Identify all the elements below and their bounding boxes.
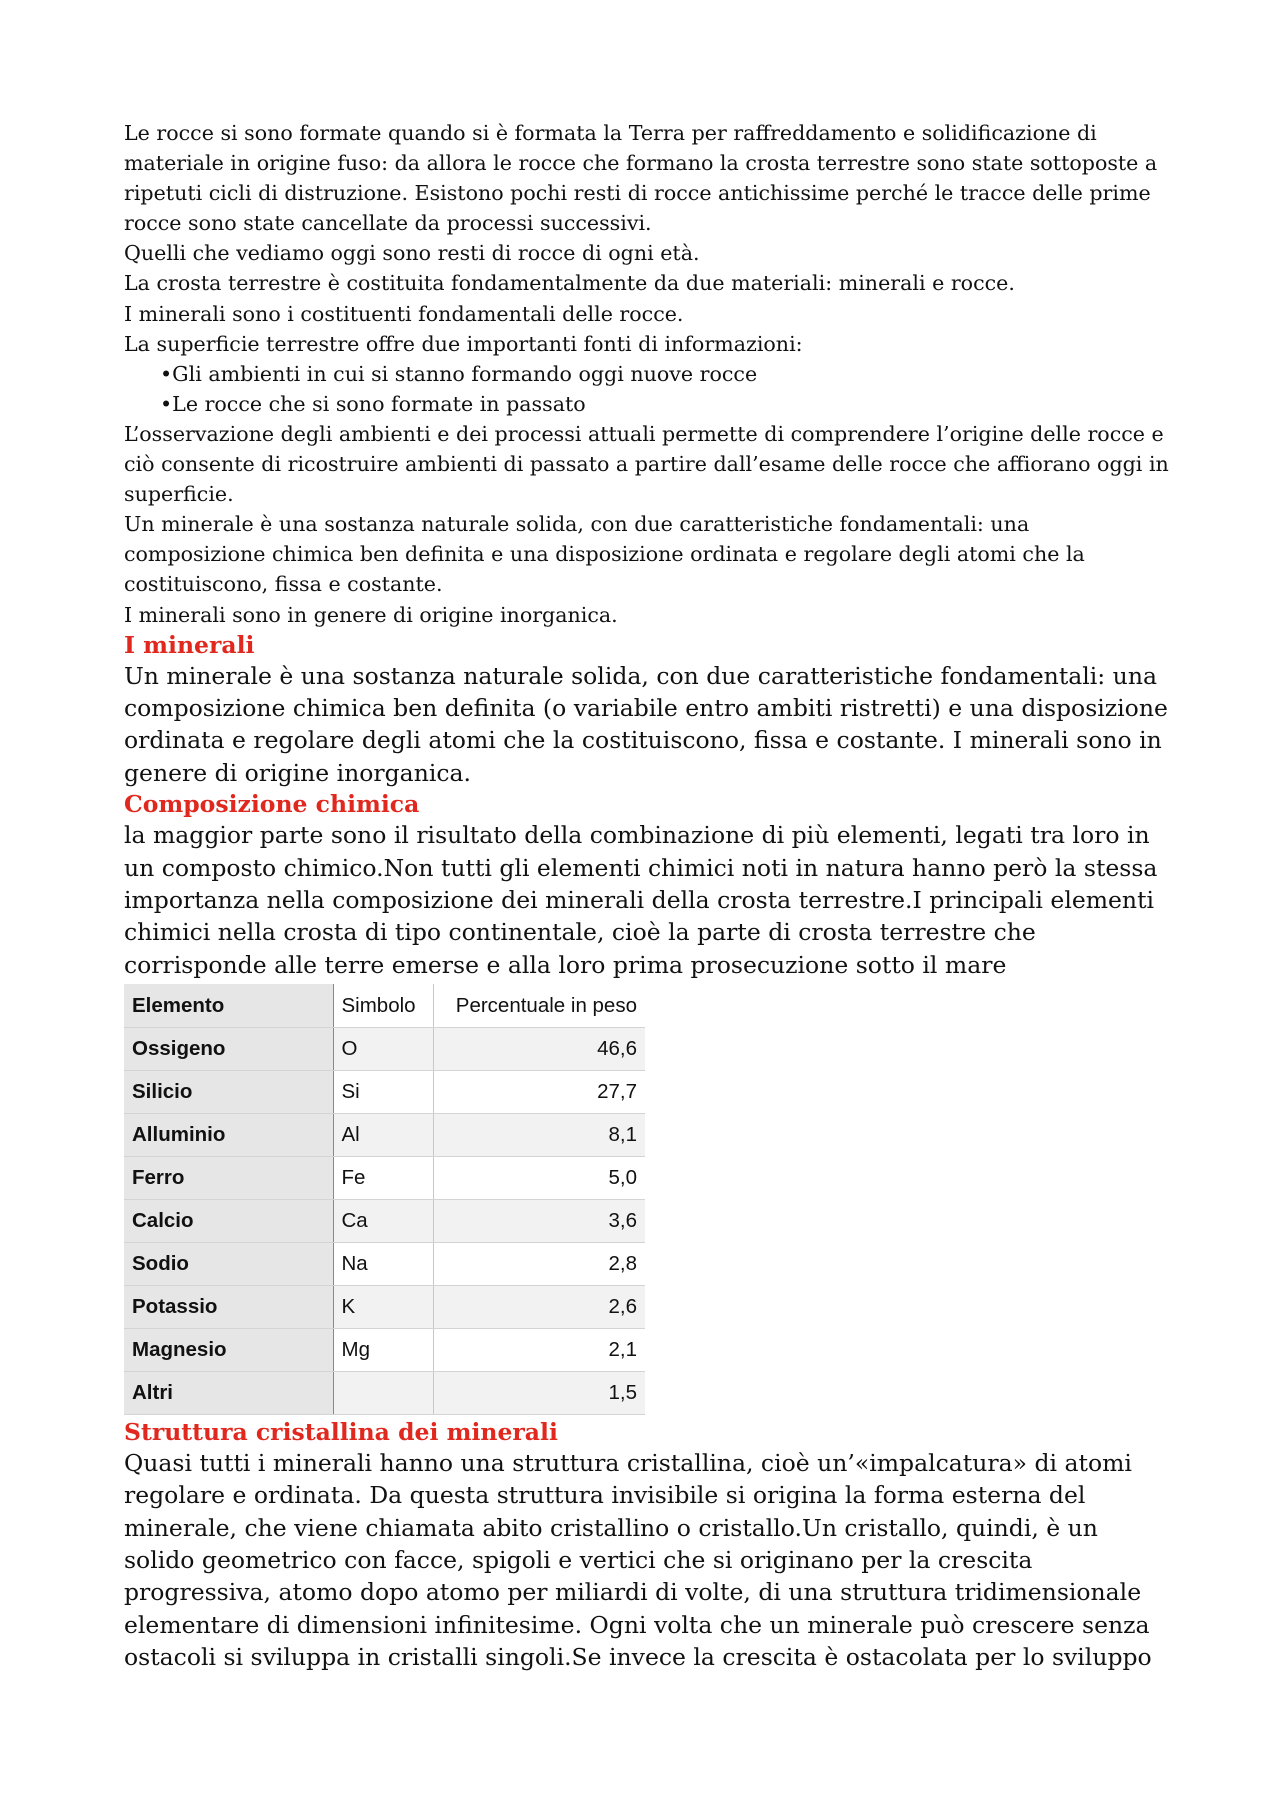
table-row: [124, 1027, 645, 1070]
element-symbol: O: [333, 1027, 433, 1070]
table-header-row: [124, 984, 645, 1027]
header-percentage: Percentuale in peso: [433, 984, 645, 1027]
element-name: Ossigeno: [124, 1027, 333, 1070]
table-row: [124, 1242, 645, 1285]
minerals-text: Un minerale è una sostanza naturale solida, con due caratteristiche fondamentali: una composizione chimica ben definita (o variabile entro ambiti ristretti) e una disposizione ordinata e regolare degli atomi che la costituiscono, fissa e costante. I minerali sono in genere di origine inorganica.: [124, 661, 1168, 787]
element-percentage: 3,6: [433, 1199, 645, 1242]
intro-paragraph: La crosta terrestre è costituita fondamentalmente da due materiali: minerali e rocce.: [124, 271, 1015, 296]
intro-paragraph: I minerali sono i costituenti fondamentali delle rocce.: [124, 301, 684, 326]
list-item: • Gli ambienti in cui si stanno formando oggi nuove rocce: [124, 359, 1174, 389]
element-symbol: Fe: [333, 1156, 433, 1199]
table-row: [124, 1199, 645, 1242]
intro-paragraph: Quelli che vediamo oggi sono resti di rocce di ogni età.: [124, 241, 700, 266]
element-symbol: Mg: [333, 1328, 433, 1371]
element-symbol: Si: [333, 1070, 433, 1113]
structure-text: Quasi tutti i minerali hanno una struttura cristallina, cioè un’«impalcatura» di atomi regolare e ordinata. Da questa struttura invisibile si origina la forma esterna del minerale, che viene chiamata abito cristallino o cristallo.Un cristallo, quindi, è un solido geometrico con facce, spigoli e vertici che si originano per la crescita progressiva, atomo dopo atomo per miliardi di volte, di una struttura tridimensionale elementare di dimensioni infinitesime. Ogni volta che un minerale può crescere senza ostacoli si sviluppa in cristalli singoli.Se invece la crescita è ostacolata per lo sviluppo: [124, 1448, 1152, 1672]
table-row: [124, 1070, 645, 1113]
element-percentage: 8,1: [433, 1113, 645, 1156]
element-percentage: 2,6: [433, 1285, 645, 1328]
structure-heading: Struttura cristallina dei minerali: [124, 1417, 558, 1446]
table-row: [124, 1371, 645, 1414]
element-symbol: Ca: [333, 1199, 433, 1242]
element-symbol: Al: [333, 1113, 433, 1156]
element-percentage: 5,0: [433, 1156, 645, 1199]
element-name: Silicio: [124, 1070, 333, 1113]
element-name: Sodio: [124, 1242, 333, 1285]
composition-text: la maggior parte sono il risultato della combinazione di più elementi, legati tra loro in un composto chimico.Non tutti gli elementi chimici noti in natura hanno però la stessa importanza nella composizione dei minerali della crosta terrestre.I principali elementi chimici nella crosta di tipo continentale, cioè la parte di crosta terrestre che corrisponde alle terre emerse e alla loro prima prosecuzione sotto il mare: [124, 821, 1158, 979]
header-element: Elemento: [124, 984, 333, 1027]
element-name: Altri: [124, 1371, 333, 1414]
table-row: [124, 1285, 645, 1328]
element-name: Calcio: [124, 1199, 333, 1242]
element-symbol: Na: [333, 1242, 433, 1285]
elements-table: [124, 984, 645, 1415]
element-name: Magnesio: [124, 1328, 333, 1371]
list-item: • Le rocce che si sono formate in passato: [124, 389, 1174, 419]
element-name: Ferro: [124, 1156, 333, 1199]
intro-paragraph: Le rocce si sono formate quando si è formata la Terra per raffreddamento e solidificazione di materiale in origine fuso: da allora le rocce che formano la crosta terrestre sono state sottoposte a ripetuti cicli di distruzione. Esistono pochi resti di rocce antichissime perché le tracce delle prime rocce sono state cancellate da processi successivi.: [124, 121, 1158, 236]
info-sources-list: [124, 359, 1174, 419]
composition-heading: Composizione chimica: [124, 790, 420, 819]
table-row: [124, 1328, 645, 1371]
element-name: Alluminio: [124, 1113, 333, 1156]
element-name: Potassio: [124, 1285, 333, 1328]
element-percentage: 1,5: [433, 1371, 645, 1414]
table-row: [124, 1156, 645, 1199]
element-percentage: 27,7: [433, 1070, 645, 1113]
intro-paragraph: La superficie terrestre offre due importanti fonti di informazioni:: [124, 331, 803, 356]
document-page: [124, 118, 1174, 1674]
intro-paragraph: I minerali sono in genere di origine inorganica.: [124, 602, 618, 627]
header-symbol: Simbolo: [333, 984, 433, 1027]
element-symbol: K: [333, 1285, 433, 1328]
minerals-heading: I minerali: [124, 630, 255, 659]
table-row: [124, 1113, 645, 1156]
element-percentage: 46,6: [433, 1027, 645, 1070]
element-symbol: [333, 1371, 433, 1414]
intro-paragraph: Un minerale è una sostanza naturale solida, con due caratteristiche fondamentali: una composizione chimica ben definita e una disposizione ordinata e regolare degli atomi che la costituiscono, fissa e costante.: [124, 512, 1085, 597]
element-percentage: 2,1: [433, 1328, 645, 1371]
element-percentage: 2,8: [433, 1242, 645, 1285]
intro-paragraph: L’osservazione degli ambienti e dei processi attuali permette di comprendere l’origine delle rocce e ciò consente di ricostruire ambienti di passato a partire dall’esame delle rocce che affiorano oggi in superficie.: [124, 421, 1169, 507]
